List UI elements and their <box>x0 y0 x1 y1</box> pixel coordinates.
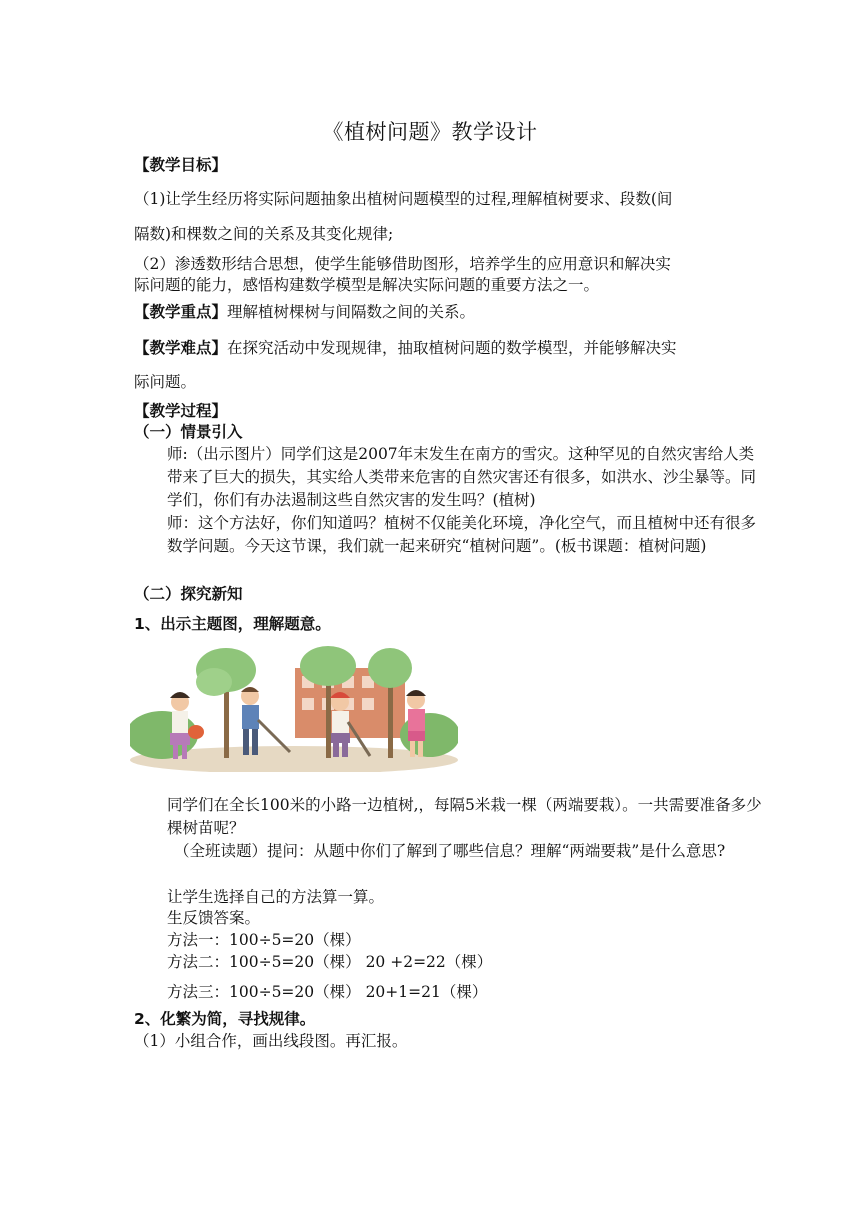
section-1-paragraph-1: 师:（出示图片）同学们这是2007年末发生在南方的雪灾。这种罕见的自然灾害给人类带来了巨大的损失，其实给人类带来危害的自然灾害还有很多，如洪水、沙尘暴等。同学们，你们有办法遏制这些自然灾害的发生吗？(植树) <box>167 445 757 509</box>
difficult-point-heading: 【教学难点】 <box>134 339 228 357</box>
instruction-text: 让学生选择自己的方法算一算。 <box>167 888 385 906</box>
process-heading: 【教学过程】 <box>134 402 228 420</box>
section-1-paragraph-2: 师：这个方法好，你们知道吗？植树不仅能美化环境，净化空气，而且植树中还有很多数学问题。今天这节课，我们就一起来研究“植树问题”。(板书课题：植树问题) <box>167 514 757 555</box>
problem-statement: 同学们在全长100米的小路一边植树,，每隔5米栽一棵（两端要栽）。一共需要准备多少棵树苗呢？ <box>167 796 762 837</box>
difficult-point-text-1: 在探究活动中发现规律，抽取植树问题的数学模型，并能够解决实 <box>227 339 677 357</box>
step-2-heading: 2、化繁为简，寻找规律。 <box>134 1010 316 1028</box>
tree-planting-illustration <box>130 640 458 772</box>
key-point <box>134 302 734 322</box>
goal-2-line-2: 际问题的能力，感悟构建数学模型是解决实际问题的重要方法之一。 <box>134 276 600 294</box>
feedback-text: 生反馈答案。 <box>167 909 261 927</box>
method-2: 方法二：100÷5=20（棵） 20 +2=22（棵） <box>167 953 493 971</box>
difficult-point-text-2: 际问题。 <box>134 373 197 391</box>
step-2-item-1: （1）小组合作，画出线段图。再汇报。 <box>134 1032 408 1050</box>
document-title: 《植树问题》教学设计 <box>322 120 538 144</box>
key-point-heading: 【教学重点】 <box>134 303 228 321</box>
key-point-text: 理解植树棵树与间隔数之间的关系。 <box>227 303 476 321</box>
reading-question: （全班读题）提问：从题中你们了解到了哪些信息？理解“两端要栽”是什么意思? <box>174 842 726 860</box>
method-1: 方法一：100÷5=20（棵） <box>167 931 361 949</box>
goal-1-line-1: （1)让学生经历将实际问题抽象出植树问题模型的过程,理解植树要求、段数(间 <box>134 190 673 208</box>
step-1-heading: 1、出示主题图，理解题意。 <box>134 615 331 633</box>
method-3: 方法三：100÷5=20（棵） 20+1=21（棵） <box>167 983 488 1001</box>
goal-2-line-1: （2）渗透数形结合思想，使学生能够借助图形，培养学生的应用意识和解决实 <box>134 255 671 273</box>
goal-1-line-2: 隔数)和棵数之间的关系及其变化规律; <box>134 225 394 243</box>
difficult-point <box>134 338 734 358</box>
goals-heading: 【教学目标】 <box>134 156 228 174</box>
section-1-heading: （一）情景引入 <box>134 423 243 441</box>
section-2-heading: （二）探究新知 <box>134 585 243 603</box>
